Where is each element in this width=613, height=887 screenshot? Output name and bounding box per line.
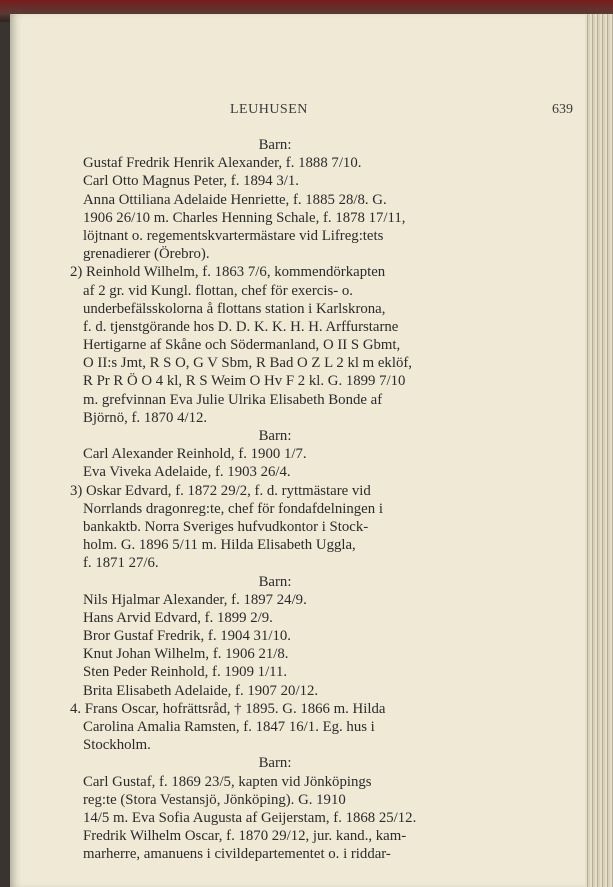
entry-line: 4. Frans Oscar, hofrättsråd, † 1895. G. 1866 m. Hilda <box>70 700 386 717</box>
text-line: Brita Elisabeth Adelaide, f. 1907 20/12. <box>83 682 319 699</box>
text-line: Carl Otto Magnus Peter, f. 1894 3/1. <box>83 173 299 190</box>
text-line: 14/5 m. Eva Sofia Augusta af Geijerstam, f. 1868 25/12. <box>83 809 417 826</box>
page-edges <box>585 14 613 887</box>
text-line: f. 1871 27/6. <box>83 555 159 572</box>
text-line: holm. G. 1896 5/11 m. Hilda Elisabeth Uggla, <box>83 537 356 554</box>
text-line: bankaktb. Norra Sveriges hufvudkontor i Stock- <box>83 518 369 535</box>
text-line: Carl Alexander Reinhold, f. 1900 1/7. <box>83 446 307 463</box>
text-line: af 2 gr. vid Kungl. flottan, chef för exercis- o. <box>83 282 353 299</box>
text-line: R Pr R Ö O 4 kl, R S Weim O Hv F 2 kl. G. 1899 7/10 <box>83 373 406 390</box>
text-line: Stockholm. <box>83 737 151 754</box>
text-line: Bror Gustaf Fredrik, f. 1904 31/10. <box>83 628 291 645</box>
text-line: Carl Gustaf, f. 1869 23/5, kapten vid Jönköpings <box>83 773 372 790</box>
running-title: LEUHUSEN <box>230 102 308 117</box>
page-number: 639 <box>552 102 573 117</box>
genealogy-text <box>70 136 480 864</box>
text-line: underbefälsskolorna å flottans station i Karlskrona, <box>83 300 386 317</box>
text-line: Hans Arvid Edvard, f. 1899 2/9. <box>83 609 273 626</box>
text-line: Anna Ottiliana Adelaide Henriette, f. 1885 28/8. G. <box>83 191 387 208</box>
text-line: marherre, amanuens i civildepartementet o. i riddar- <box>83 846 391 863</box>
text-line: O II:s Jmt, R S O, G V Sbm, R Bad O Z L 2 kl m eklöf, <box>83 355 412 372</box>
text-line: löjtnant o. regementskvartermästare vid Lifreg:tets <box>83 227 384 244</box>
text-line: Björnö, f. 1870 4/12. <box>83 409 208 426</box>
text-line: Hertigarne af Skåne och Södermanland, O II S Gbmt, <box>83 337 401 354</box>
book-page <box>10 14 585 887</box>
entry-line: 3) Oskar Edvard, f. 1872 29/2, f. d. ryttmästare vid <box>70 482 371 499</box>
section-heading: Barn: <box>258 428 292 444</box>
text-line: Carolina Amalia Ramsten, f. 1847 16/1. Eg. hus i <box>83 719 375 735</box>
text-line: Knut Johan Wilhelm, f. 1906 21/8. <box>83 646 289 663</box>
text-line: grenadierer (Örebro). <box>83 246 210 263</box>
text-line: m. grefvinnan Eva Julie Ulrika Elisabeth Bonde af <box>83 391 383 408</box>
section-heading: Barn: <box>258 573 292 590</box>
section-heading: Barn: <box>258 755 292 772</box>
text-line: reg:te (Stora Vestansjö, Jönköping). G. 1910 <box>83 791 346 808</box>
text-line: Gustaf Fredrik Henrik Alexander, f. 1888 7/10. <box>83 155 362 172</box>
text-line: 1906 26/10 m. Charles Henning Schale, f. 1878 17/11, <box>83 209 406 226</box>
text-line: Sten Peder Reinhold, f. 1909 1/11. <box>83 664 288 681</box>
running-header <box>10 102 585 122</box>
text-line: f. d. tjenstgörande hos D. D. K. K. H. H. Arffurstarne <box>83 318 399 335</box>
text-line: Fredrik Wilhelm Oscar, f. 1870 29/12, jur. kand., kam- <box>83 828 407 845</box>
entry-line: 2) Reinhold Wilhelm, f. 1863 7/6, kommendörkapten <box>70 264 386 281</box>
text-line: Eva Viveka Adelaide, f. 1903 26/4. <box>83 464 291 481</box>
text-line: Norrlands dragonreg:te, chef för fondafdelningen i <box>83 500 383 517</box>
section-heading: Barn: <box>258 137 292 153</box>
text-line: Nils Hjalmar Alexander, f. 1897 24/9. <box>83 591 307 608</box>
